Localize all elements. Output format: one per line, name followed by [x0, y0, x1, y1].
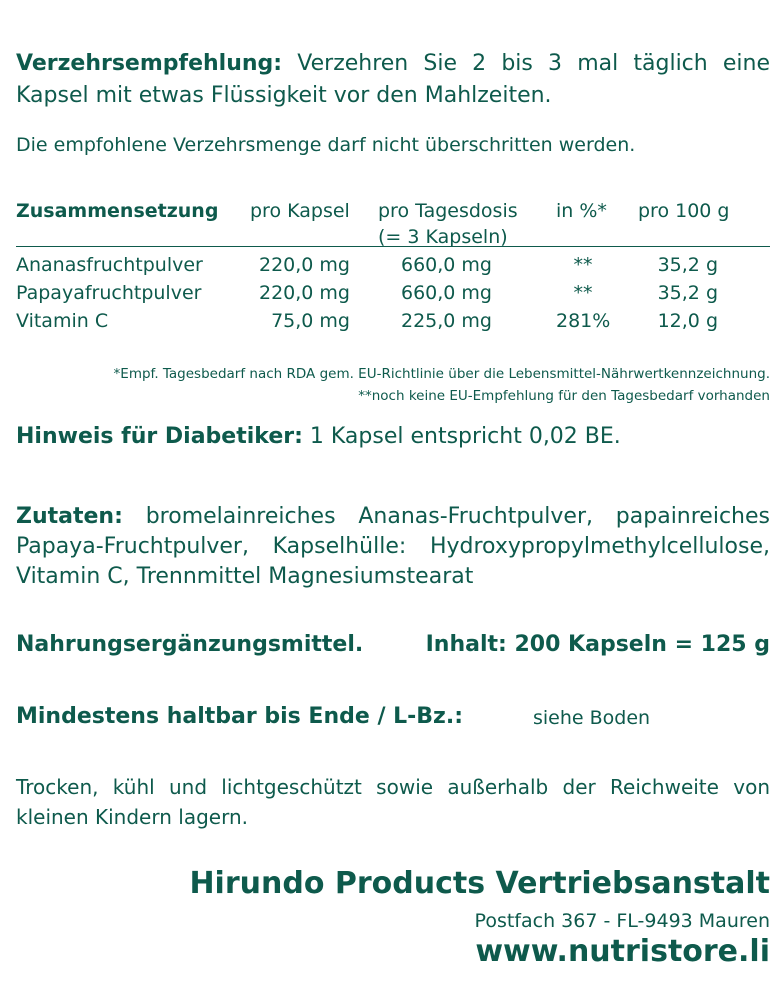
company-name: Hirundo Products Vertriebsanstalt [189, 866, 770, 901]
row-per-capsule: 220,0 mg [258, 254, 350, 276]
best-before-label: Mindestens haltbar bis Ende / L-Bz.: [16, 704, 464, 729]
row-per-100g: 12,0 g [657, 310, 718, 332]
diabetic-text: 1 Kapsel entspricht 0,02 BE. [309, 424, 621, 449]
consumption-recommendation [16, 48, 770, 112]
ingredients-text-1: bromelainreiches Ananas-Fruchtpulver, papainreiches [145, 504, 770, 529]
row-per-daily-dose: 660,0 mg [400, 282, 492, 304]
table-row [16, 254, 770, 282]
row-per-capsule: 75,0 mg [271, 310, 350, 332]
recommendation-text-2: Kapsel mit etwas Flüssigkeit vor den Mahlzeiten. [16, 83, 552, 108]
composition-table-header [16, 200, 770, 250]
ingredients-label: Zutaten: [16, 504, 123, 529]
dosage-warning: Die empfohlene Verzehrsmenge darf nicht überschritten werden. [16, 134, 636, 156]
storage-line-1: Trocken, kühl und lichtgeschützt sowie außerhalb der Reichweite von [16, 775, 770, 799]
header-composition: Zusammensetzung [16, 200, 219, 222]
row-ingredient: Ananasfruchtpulver [16, 254, 203, 276]
row-ingredient: Papayafruchtpulver [16, 282, 202, 304]
footnote-rda: *Empf. Tagesbedarf nach RDA gem. EU-Richtlinie über die Lebensmittel-Nährwertkennzeichnung. [113, 366, 770, 382]
row-percent: ** [573, 254, 593, 276]
table-divider [16, 246, 770, 247]
row-percent: 281% [556, 310, 611, 332]
header-percent: in %* [556, 200, 607, 222]
row-per-daily-dose: 225,0 mg [400, 310, 492, 332]
header-per-capsule: pro Kapsel [250, 200, 350, 222]
ingredients [16, 502, 770, 592]
ingredients-text-2: Papaya-Fruchtpulver, Kapselhülle: Hydroxypropylmethylcellulose, [16, 534, 770, 559]
row-ingredient: Vitamin C [16, 310, 109, 332]
table-row [16, 282, 770, 310]
best-before-value: siehe Boden [533, 707, 651, 729]
storage-instructions [16, 772, 770, 832]
row-percent: ** [573, 282, 593, 304]
header-daily-dose-sub: (= 3 Kapseln) [378, 226, 508, 248]
header-per-100g: pro 100 g [638, 200, 730, 222]
diabetic-label: Hinweis für Diabetiker: [16, 424, 303, 449]
company-website: www.nutristore.li [475, 934, 770, 969]
diabetic-note [16, 424, 621, 449]
header-per-daily-dose: pro Tagesdosis [378, 200, 518, 222]
ingredients-text-3: Vitamin C, Trennmittel Magnesiumstearat [16, 564, 474, 589]
row-per-capsule: 220,0 mg [258, 282, 350, 304]
recommendation-label: Verzehrsempfehlung: [16, 51, 283, 76]
table-row [16, 310, 770, 338]
supplement-label: Nahrungsergänzungsmittel. [16, 632, 364, 657]
supplement-line [16, 632, 770, 657]
storage-line-2: kleinen Kindern lagern. [16, 805, 248, 829]
row-per-100g: 35,2 g [657, 282, 718, 304]
company-address: Postfach 367 - FL-9493 Mauren [474, 910, 770, 932]
ingredients-line-1 [16, 502, 770, 532]
row-per-100g: 35,2 g [657, 254, 718, 276]
recommendation-text-1: Verzehren Sie 2 bis 3 mal täglich eine [297, 51, 770, 76]
recommendation-line-1 [16, 48, 770, 80]
content-amount: Inhalt: 200 Kapseln = 125 g [425, 632, 770, 657]
row-per-daily-dose: 660,0 mg [400, 254, 492, 276]
footnote-no-eu: **noch keine EU-Empfehlung für den Tagesbedarf vorhanden [358, 388, 770, 404]
